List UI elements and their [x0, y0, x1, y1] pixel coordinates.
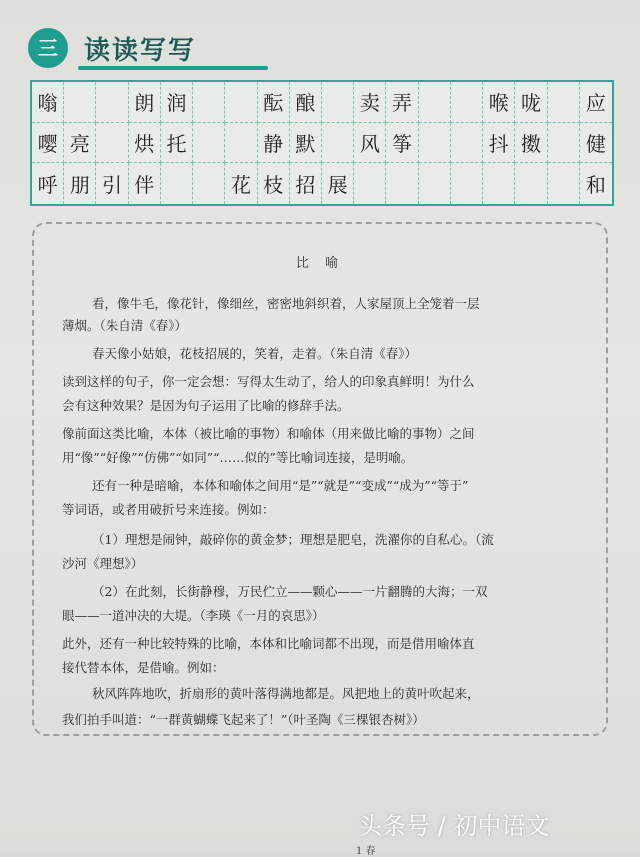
article-line: （1）理想是闹钟，敲碎你的黄金梦；理想是肥皂，洗濯你的自私心。（流	[92, 532, 494, 547]
article-line: 用“像”“好像”“仿佛”“如同”“……似的”等比喻词连接，是明喻。	[62, 450, 414, 465]
vocabulary-writing-grid	[30, 80, 614, 206]
article-line: 像前面这类比喻，本体（被比喻的事物）和喻体（用来做比喻的事物）之间	[62, 426, 475, 441]
section-number-badge: 三	[28, 28, 68, 68]
grid-cell: 展	[322, 163, 354, 204]
title-underline	[78, 66, 268, 70]
article-line: 我们拍手叫道：“一群黄蝴蝶飞起来了！”（叶圣陶《三棵银杏树》）	[62, 712, 425, 727]
grid-cell	[386, 163, 418, 204]
grid-cell	[354, 163, 386, 204]
grid-cell	[548, 82, 580, 123]
article-line: 等词语，或者用破折号来连接。例如：	[62, 502, 275, 517]
grid-cell: 卖	[354, 82, 386, 123]
article-title: 比 喻	[295, 256, 345, 271]
grid-cell	[161, 163, 193, 204]
grid-cell: 弄	[386, 82, 418, 123]
grid-cell: 招	[290, 163, 322, 204]
grid-cell: 和	[585, 173, 606, 198]
article-line: 接代替本体，是借喻。例如：	[62, 660, 225, 675]
article-line: 薄烟。（朱自清《春》）	[62, 318, 188, 333]
article-line: 看，像牛毛，像花针，像细丝，密密地斜织着，人家屋顶上全笼着一层	[92, 296, 480, 311]
grid-cell: 咙	[515, 82, 547, 123]
grid-cell	[96, 123, 128, 164]
grid-cell	[451, 123, 483, 164]
grid-cell: 呼	[32, 163, 64, 204]
grid-cell	[548, 163, 580, 204]
grid-cell	[193, 82, 225, 123]
grid-cell: 酿	[290, 82, 322, 123]
grid-cell: 静	[258, 123, 290, 164]
grid-cell	[451, 82, 483, 123]
grid-cell: 健	[580, 123, 612, 164]
grid-cell	[225, 123, 257, 164]
grid-cell: 朗	[129, 82, 161, 123]
grid-cell: 筝	[386, 123, 418, 164]
grid-cell	[548, 123, 580, 164]
article-line: 读到这样的句子，你一定会想：写得太生动了，给人的印象真鲜明！为什么	[62, 374, 475, 389]
grid-cell: 嘤	[32, 123, 64, 164]
grid-cell: 朋	[64, 163, 96, 204]
grid-cell: 托	[161, 123, 193, 164]
article-line: 春天像小姑娘，花枝招展的，笑着，走着。（朱自清《春》）	[92, 346, 418, 361]
grid-cell: 烘	[129, 123, 161, 164]
grid-cell: 亮	[64, 123, 96, 164]
grid-cell	[322, 82, 354, 123]
grid-cell	[419, 82, 451, 123]
grid-cell: 嗡	[32, 82, 64, 123]
grid-cell	[64, 82, 96, 123]
section-title: 读读写写	[84, 36, 197, 66]
article-line: 会有这种效果？是因为句子运用了比喻的修辞手法。	[62, 398, 350, 413]
grid-cell: 应	[580, 82, 612, 123]
grid-cell: 风	[354, 123, 386, 164]
grid-cell: 伴	[129, 163, 161, 204]
section-header	[28, 26, 328, 70]
watermark: 头条号 / 初中语文	[358, 812, 550, 840]
article-line: 眼——一道冲决的大堤。（李瑛《一月的哀思》）	[62, 608, 325, 623]
grid-cell: 喉	[483, 82, 515, 123]
grid-cell	[225, 82, 257, 123]
grid-cell	[451, 163, 483, 204]
article-box	[32, 222, 608, 736]
article-line: 还有一种是暗喻，本体和喻体之间用“是”“就是”“变成”“成为”“等于”	[92, 478, 469, 493]
grid-cell: 花	[225, 163, 257, 204]
grid-cell	[515, 163, 547, 204]
page-number: 1 春	[356, 846, 376, 857]
article-line: 沙河《理想》）	[62, 556, 144, 571]
grid-cell: 引	[96, 163, 128, 204]
grid-cell	[419, 163, 451, 204]
article-line: （2）在此刻，长街静穆，万民伫立——颗心——一片翻腾的大海；一双	[92, 584, 488, 599]
grid-cell: 擞	[515, 123, 547, 164]
grid-cell	[193, 163, 225, 204]
grid-cell	[419, 123, 451, 164]
grid-cell	[483, 163, 515, 204]
article-line: 秋风阵阵地吹，折扇形的黄叶落得满地都是。风把地上的黄叶吹起来，	[92, 686, 480, 701]
article-line: 此外，还有一种比较特殊的比喻，本体和比喻词都不出现，而是借用喻体直	[62, 636, 475, 651]
grid-cell: 枝	[258, 163, 290, 204]
grid-cell: 默	[290, 123, 322, 164]
grid-cell	[322, 123, 354, 164]
grid-cell: 酝	[258, 82, 290, 123]
grid-cell	[96, 82, 128, 123]
grid-cell: 润	[161, 82, 193, 123]
grid-cell	[193, 123, 225, 164]
grid-cell: 抖	[483, 123, 515, 164]
